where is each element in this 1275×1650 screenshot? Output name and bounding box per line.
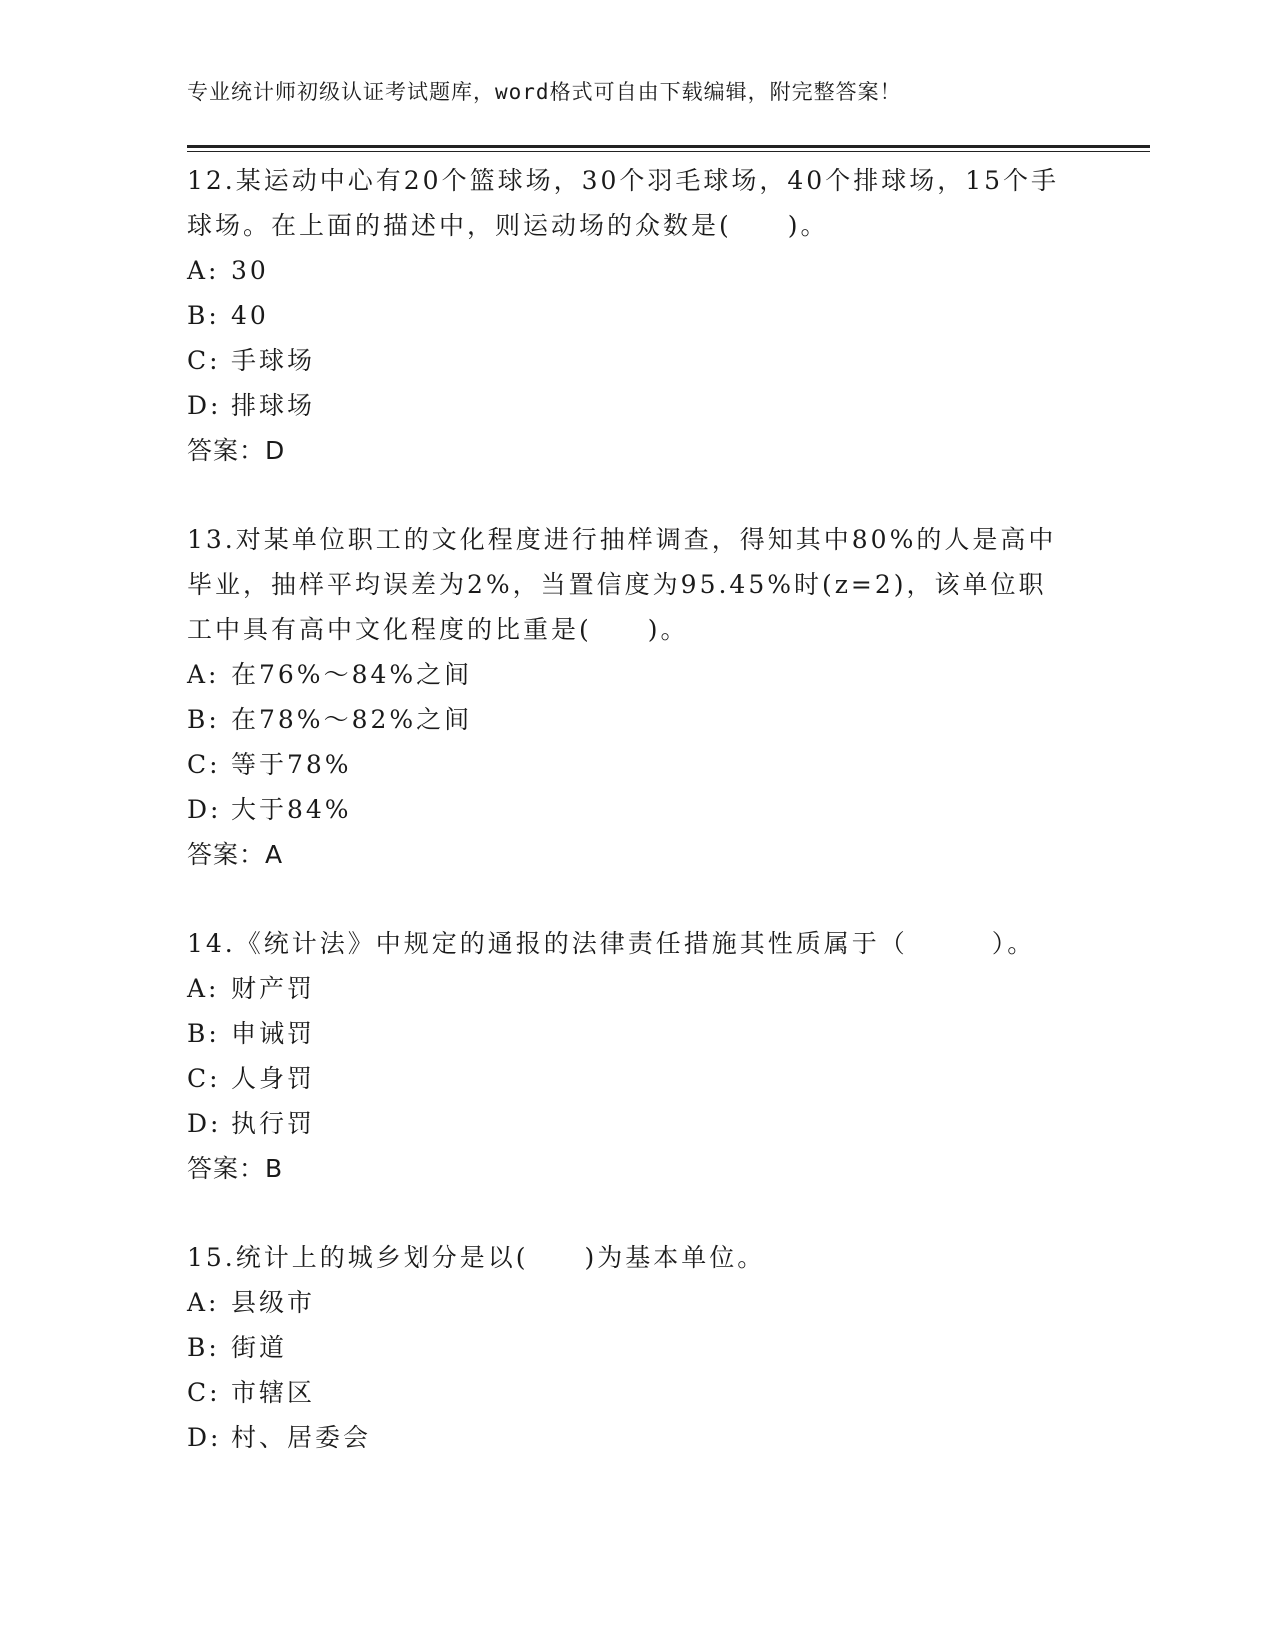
header-rule-thin — [187, 151, 1150, 152]
option-text: 执行罚 — [231, 1109, 316, 1138]
option-b — [187, 293, 1087, 338]
option-d — [187, 383, 1087, 428]
option-letter: A: — [187, 974, 220, 1003]
header-rule-thick — [187, 145, 1150, 148]
option-text: 在76%～84%之间 — [231, 660, 473, 689]
option-text: 申诫罚 — [231, 1019, 316, 1048]
answer-line: 答案：A — [187, 840, 284, 869]
option-b — [187, 697, 1087, 742]
option-c — [187, 338, 1087, 383]
option-text: 40 — [231, 301, 269, 330]
option-d — [187, 787, 1087, 832]
option-letter: C: — [187, 1378, 221, 1407]
option-letter: A: — [187, 256, 220, 285]
question-list — [187, 158, 1087, 1504]
option-text: 市辖区 — [231, 1378, 316, 1407]
option-letter: D: — [187, 1109, 222, 1138]
option-b — [187, 1325, 1087, 1370]
question-stem: 14.《统计法》中规定的通报的法律责任措施其性质属于（ ）。 — [187, 929, 1036, 958]
option-text: 人身罚 — [231, 1064, 316, 1093]
option-b — [187, 1011, 1087, 1056]
option-letter: B: — [187, 1019, 220, 1048]
question-13 — [187, 517, 1087, 877]
option-a — [187, 248, 1087, 293]
option-letter: B: — [187, 301, 220, 330]
option-letter: D: — [187, 1423, 222, 1452]
option-text: 在78%～82%之间 — [231, 705, 473, 734]
document-header: 专业统计师初级认证考试题库，word格式可自由下载编辑，附完整答案！ — [187, 80, 902, 104]
question-stem: 12.某运动中心有20个篮球场，30个羽毛球场，40个排球场，15个手球场。在上面的描述中，则运动场的众数是( )。 — [187, 166, 1060, 240]
option-text: 排球场 — [231, 391, 316, 420]
option-text: 大于84% — [231, 795, 352, 824]
option-text: 30 — [231, 256, 269, 285]
question-15 — [187, 1235, 1087, 1460]
option-d — [187, 1415, 1087, 1460]
option-c — [187, 1056, 1087, 1101]
option-letter: D: — [187, 391, 222, 420]
option-c — [187, 1370, 1087, 1415]
question-14 — [187, 921, 1087, 1191]
question-12 — [187, 158, 1087, 473]
option-a — [187, 652, 1087, 697]
answer-line: 答案：D — [187, 436, 286, 465]
option-letter: C: — [187, 1064, 221, 1093]
option-text: 等于78% — [231, 750, 352, 779]
option-letter: C: — [187, 346, 221, 375]
question-stem: 13.对某单位职工的文化程度进行抽样调查，得知其中80%的人是高中毕业，抽样平均误差为2%，当置信度为95.45%时(z=2)，该单位职工中具有高中文化程度的比重是( )。 — [187, 525, 1057, 644]
option-d — [187, 1101, 1087, 1146]
option-letter: D: — [187, 795, 222, 824]
option-text: 县级市 — [231, 1288, 316, 1317]
option-letter: A: — [187, 660, 220, 689]
option-text: 街道 — [231, 1333, 288, 1362]
option-a — [187, 966, 1087, 1011]
option-c — [187, 742, 1087, 787]
option-letter: B: — [187, 1333, 220, 1362]
option-a — [187, 1280, 1087, 1325]
option-text: 村、居委会 — [231, 1423, 372, 1452]
option-text: 财产罚 — [231, 974, 316, 1003]
question-stem: 15.统计上的城乡划分是以( )为基本单位。 — [187, 1243, 766, 1272]
answer-line: 答案：B — [187, 1154, 284, 1183]
option-letter: A: — [187, 1288, 220, 1317]
option-text: 手球场 — [231, 346, 316, 375]
option-letter: B: — [187, 705, 220, 734]
option-letter: C: — [187, 750, 221, 779]
